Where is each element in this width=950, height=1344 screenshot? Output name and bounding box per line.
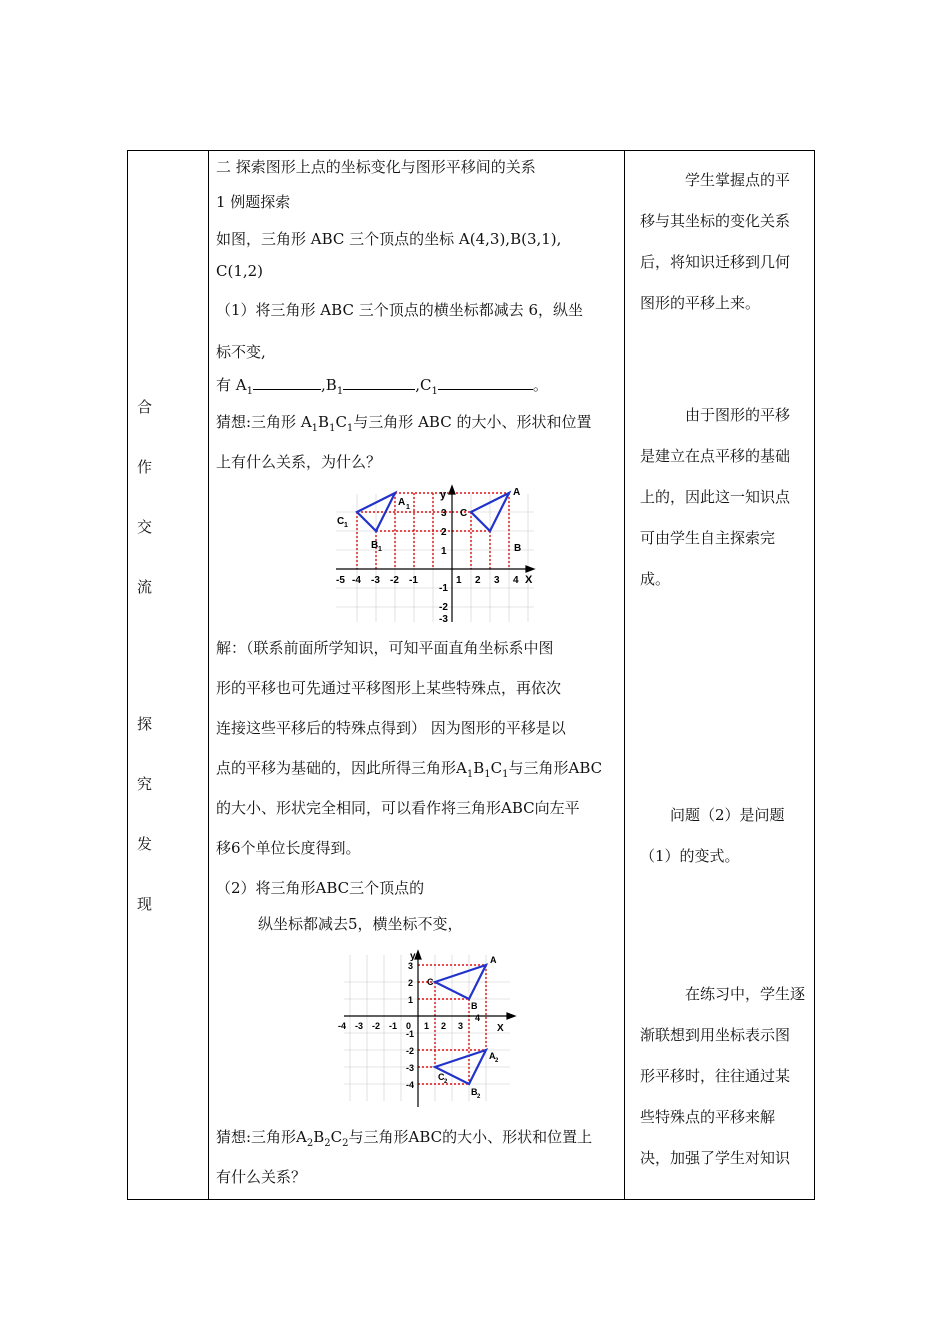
point-label-a: A	[513, 487, 521, 498]
teaching-notes-column	[640, 151, 810, 1199]
note-line: （1）的变式。	[640, 847, 740, 865]
note-line: 上的，因此这一知识点	[640, 488, 791, 506]
coordinate-figure-1	[336, 486, 536, 624]
answer-blank-b1[interactable]	[343, 377, 415, 390]
solution-text: 点的平移为基础的，因此所得三角形A	[216, 759, 467, 777]
subscript: 2	[306, 1138, 314, 1149]
y-tick-label: 2	[441, 527, 447, 538]
y-tick-label: 3	[408, 961, 414, 971]
solution-text: B	[473, 759, 485, 777]
note-line: 渐联想到用坐标表示图	[640, 1026, 791, 1044]
answer-blank-a1[interactable]	[253, 377, 321, 390]
question-2-line: 纵坐标都减去5，横坐标不变，	[258, 915, 463, 933]
guess-1-line: 上有什么关系，为什么？	[216, 453, 382, 471]
intro-line: C(1,2)	[216, 262, 264, 280]
side-label-column	[128, 151, 208, 1199]
note-line: 可由学生自主探索完	[640, 529, 776, 547]
point-label-b1: B	[371, 540, 379, 551]
point-label-b: B	[514, 543, 522, 554]
y-tick-label: -4	[406, 1080, 415, 1090]
solution-text: C	[490, 759, 503, 777]
guess-text: 猜想:三角形 A	[216, 413, 312, 431]
subscript: 1	[344, 522, 348, 529]
y-axis-label: y	[440, 489, 447, 501]
x-tick-label: 4	[513, 575, 519, 586]
x-tick-label: 0	[406, 1021, 412, 1031]
x-tick-label: 1	[424, 1021, 430, 1031]
subscript: 2	[477, 1094, 481, 1100]
guess-text: 与三角形 ABC 的大小、形状和位置	[353, 413, 592, 431]
point-label-c1: C	[337, 516, 345, 527]
solution-text: 与三角形ABC	[508, 759, 603, 777]
solution-line	[216, 757, 602, 780]
x-tick-label: -4	[338, 1021, 347, 1031]
side-char: 合	[136, 398, 152, 416]
y-tick-label: -1	[439, 583, 448, 594]
point-label-c: C	[427, 977, 434, 987]
question-2-line: （2）将三角形ABC三个顶点的	[216, 879, 425, 897]
subscript: 1	[431, 386, 438, 397]
blank-end: 。	[532, 376, 548, 394]
side-char: 探	[136, 715, 152, 733]
x-tick-label: 2	[475, 575, 481, 586]
column-divider-right	[624, 151, 625, 1199]
y-tick-label: 2	[408, 978, 414, 988]
x-tick-label: -4	[352, 575, 361, 586]
question-1-line: 标不变,	[216, 343, 266, 361]
note-line: 决，加强了学生对知识	[640, 1149, 791, 1167]
subscript: 1	[484, 769, 491, 780]
x-tick-label: 3	[458, 1021, 464, 1031]
point-label-c2: C	[438, 1072, 445, 1082]
solution-line: 形的平移也可先通过平移图形上某些特殊点，再依次	[216, 679, 562, 697]
x-axis-label: X	[497, 1023, 504, 1034]
guess-2-line: 有什么关系？	[216, 1168, 307, 1186]
x-axis-label: X	[525, 574, 533, 586]
y-tick-label: -2	[406, 1046, 415, 1056]
blank-a-label: A	[235, 376, 247, 394]
question-1-line: （1）将三角形 ABC 三个顶点的横坐标都减去 6，纵坐	[216, 301, 584, 319]
axes	[336, 486, 534, 622]
note-line: 成。	[640, 570, 671, 588]
subscript: 1	[336, 386, 344, 397]
note-line: 是建立在点平移的基础	[640, 447, 791, 465]
x-tick-label: 3	[494, 575, 500, 586]
subscript: 1	[378, 546, 382, 553]
lesson-table	[127, 150, 815, 1200]
answer-blanks	[216, 374, 548, 397]
subscript: 1	[346, 423, 354, 434]
y-axis-label: y	[410, 951, 416, 962]
intro-line: 如图，三角形 ABC 三个顶点的坐标 A(4,3),B(3,1),	[216, 230, 562, 248]
coordinate-figure-2	[340, 951, 518, 1113]
blank-prefix: 有	[216, 376, 232, 394]
example-title: 1 例题探索	[216, 193, 291, 211]
subscript: 1	[466, 769, 474, 780]
subscript: 1	[406, 504, 410, 511]
solution-line: 的大小、形状完全相同，可以看作将三角形ABC向左平	[216, 799, 580, 817]
guess-text: B	[313, 1128, 325, 1146]
guess-text: C	[330, 1128, 343, 1146]
solution-line: 解：（联系前面所学知识，可知平面直角坐标系中图	[216, 639, 554, 657]
guess-2-line	[216, 1126, 592, 1149]
guess-text: B	[318, 413, 330, 431]
x-tick-label: 2	[441, 1021, 447, 1031]
blank-b-label: ,B	[321, 376, 337, 394]
answer-blank-c1[interactable]	[438, 377, 533, 390]
subscript: 1	[329, 423, 336, 434]
subscript: 2	[495, 1058, 499, 1064]
side-char: 作	[136, 458, 152, 476]
point-label-b: B	[471, 1001, 478, 1011]
x-tick-label: -1	[409, 575, 418, 586]
x-tick-label: -5	[336, 575, 345, 586]
subscript: 1	[502, 769, 509, 780]
x-tick-label: 1	[456, 575, 462, 586]
subscript: 1	[311, 423, 319, 434]
note-line: 问题（2）是问题	[670, 806, 785, 824]
side-char: 流	[136, 578, 152, 596]
note-line: 些特殊点的平移来解	[640, 1108, 776, 1126]
x-tick-label: 4	[475, 1013, 481, 1023]
x-tick-label: -2	[390, 575, 399, 586]
point-label-a2: A	[489, 1051, 496, 1061]
y-tick-label: -1	[406, 1029, 415, 1039]
guess-text: 与三角形ABC的大小、形状和位置上	[348, 1128, 593, 1146]
column-divider-left	[208, 151, 209, 1199]
x-tick-label: -3	[355, 1021, 364, 1031]
y-tick-label: 1	[441, 546, 447, 557]
point-label-a: A	[490, 955, 497, 965]
solution-line: 移6个单位长度得到。	[216, 839, 361, 857]
y-tick-label: 1	[408, 995, 414, 1005]
guess-text: C	[335, 413, 347, 431]
y-tick-label: -2	[439, 602, 448, 613]
side-char: 现	[136, 895, 152, 913]
note-line: 形平移时，往往通过某	[640, 1067, 791, 1085]
note-line: 移与其坐标的变化关系	[640, 212, 791, 230]
note-line: 在练习中，学生逐	[685, 985, 806, 1003]
y-tick-label: -3	[439, 614, 448, 625]
subscript: 2	[444, 1079, 448, 1085]
guess-text: 猜想:三角形A	[216, 1128, 307, 1146]
main-content-column	[216, 151, 622, 1199]
blank-c-label: ,C	[415, 376, 432, 394]
y-tick-label: -3	[406, 1063, 415, 1073]
grid-lines	[336, 494, 534, 622]
axes	[344, 951, 515, 1107]
subscript: 1	[246, 386, 254, 397]
subscript: 2	[324, 1138, 331, 1149]
point-label-a1: A	[398, 497, 406, 508]
note-line: 后，将知识迁移到几何	[640, 253, 791, 271]
side-char: 发	[136, 835, 152, 853]
y-tick-label: 3	[441, 508, 447, 519]
section-title: 二 探索图形上点的坐标变化与图形平移间的关系	[216, 158, 536, 176]
side-char: 究	[136, 775, 152, 793]
x-tick-label: -1	[389, 1021, 398, 1031]
x-tick-label: -2	[372, 1021, 381, 1031]
note-line: 学生掌握点的平	[685, 171, 791, 189]
point-label-b2: B	[471, 1087, 478, 1097]
note-line: 由于图形的平移	[685, 406, 791, 424]
point-label-c: C	[460, 508, 468, 519]
side-char: 交	[136, 518, 152, 536]
subscript: 2	[342, 1138, 349, 1149]
guess-1-line	[216, 411, 591, 434]
solution-line: 连接这些平移后的特殊点得到） 因为图形的平移是以	[216, 719, 566, 737]
note-line: 图形的平移上来。	[640, 294, 761, 312]
x-tick-label: -3	[371, 575, 380, 586]
